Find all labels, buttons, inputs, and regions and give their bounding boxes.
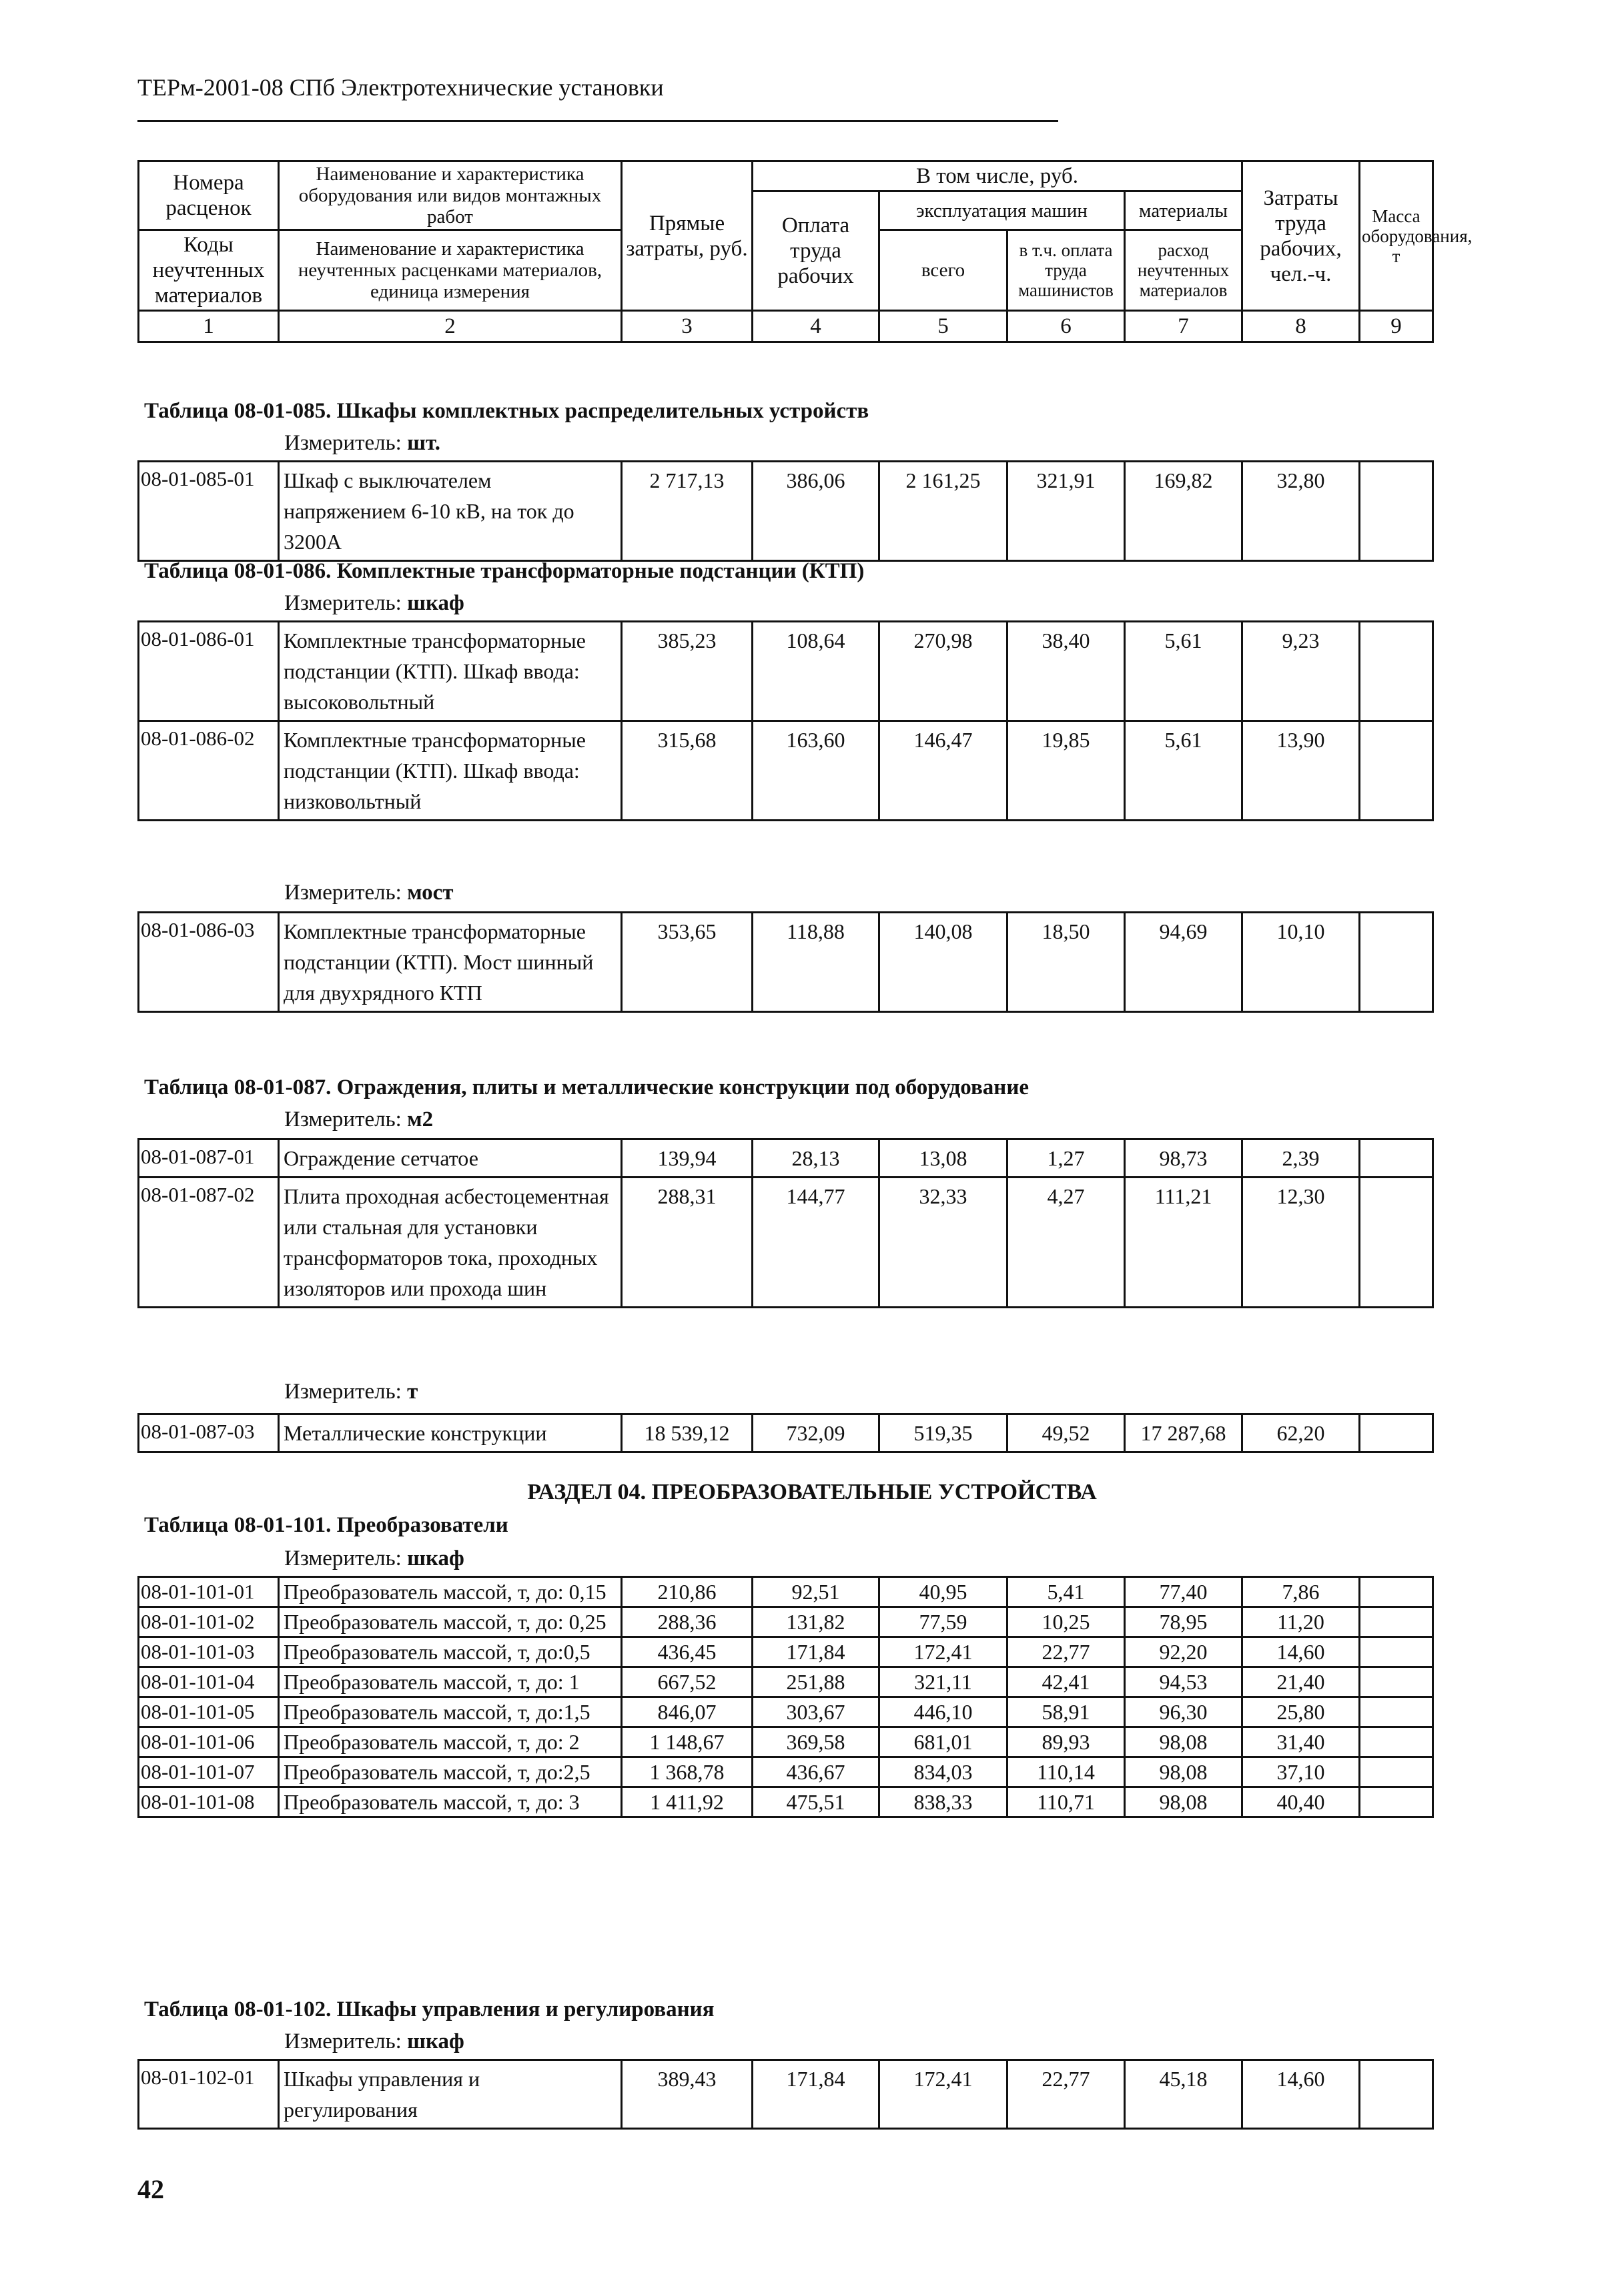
row-name: Шкаф с выключателем напряжением 6-10 кВ, на ток до 3200А [279,462,622,561]
row-material-cost: 5,61 [1125,721,1242,821]
row-mass [1360,1637,1433,1667]
row-code: 08-01-101-06 [139,1727,279,1757]
row-operator-cost: 10,25 [1007,1607,1125,1637]
row-labor-hours: 25,80 [1242,1697,1360,1727]
unit-line: Измеритель: шт. [284,431,440,455]
unit-line: Измеритель: мост [284,881,454,905]
row-name: Преобразователь массой, т, до:2,5 [279,1757,622,1787]
row-machine-cost: 834,03 [879,1757,1007,1787]
row-material-cost: 98,73 [1125,1139,1242,1178]
table-row [139,2060,1433,2129]
row-mass [1360,1697,1433,1727]
row-labor-hours: 62,20 [1242,1414,1360,1452]
row-mass [1360,1178,1433,1308]
row-labor-cost: 303,67 [753,1697,879,1727]
row-mass [1360,622,1433,721]
row-operator-cost: 42,41 [1007,1667,1125,1697]
row-direct-cost: 1 368,78 [622,1757,753,1787]
group-header: В том числе, руб. [753,161,1242,191]
row-operator-cost: 321,91 [1007,462,1125,561]
row-code: 08-01-102-01 [139,2060,279,2129]
row-material-cost: 98,08 [1125,1757,1242,1787]
row-name: Преобразователь массой, т, до: 0,25 [279,1607,622,1637]
table-row [139,913,1433,1012]
col8: Затраты труда рабочих, чел.-ч. [1242,161,1360,311]
unit-line: Измеритель: м2 [284,1107,434,1131]
row-mass [1360,1727,1433,1757]
row-labor-hours: 13,90 [1242,721,1360,821]
row-mass [1360,1139,1433,1178]
row-machine-cost: 838,33 [879,1787,1007,1817]
row-direct-cost: 315,68 [622,721,753,821]
row-material-cost: 77,40 [1125,1577,1242,1607]
row-mass [1360,2060,1433,2129]
row-labor-cost: 163,60 [753,721,879,821]
unit-line: Измеритель: шкаф [284,1546,464,1570]
row-direct-cost: 436,45 [622,1637,753,1667]
table-row [139,622,1433,721]
row-machine-cost: 77,59 [879,1607,1007,1637]
column-header [137,160,1473,343]
row-labor-hours: 31,40 [1242,1727,1360,1757]
row-code: 08-01-087-03 [139,1414,279,1452]
col-index: 9 [1360,311,1433,342]
row-code: 08-01-101-03 [139,1637,279,1667]
row-code: 08-01-087-01 [139,1139,279,1178]
row-code: 08-01-101-07 [139,1757,279,1787]
row-material-cost: 17 287,68 [1125,1414,1242,1452]
row-machine-cost: 172,41 [879,1637,1007,1667]
row-mass [1360,913,1433,1012]
row-name: Преобразователь массой, т, до: 2 [279,1727,622,1757]
row-operator-cost: 38,40 [1007,622,1125,721]
row-labor-cost: 144,77 [753,1178,879,1308]
col-index: 7 [1125,311,1242,342]
head-rule [137,120,1058,122]
col-index: 2 [279,311,622,342]
row-machine-cost: 519,35 [879,1414,1007,1452]
col1-top: Номера расценок [139,161,279,230]
row-machine-cost: 140,08 [879,913,1007,1012]
row-machine-cost: 13,08 [879,1139,1007,1178]
row-material-cost: 98,08 [1125,1727,1242,1757]
row-machine-cost: 270,98 [879,622,1007,721]
table-row [139,1178,1433,1308]
row-machine-cost: 32,33 [879,1178,1007,1308]
row-labor-hours: 32,80 [1242,462,1360,561]
row-material-cost: 94,69 [1125,913,1242,1012]
table-row [139,1139,1433,1178]
row-name: Шкафы управления и регулирования [279,2060,622,2129]
row-direct-cost: 389,43 [622,2060,753,2129]
row-name: Ограждение сетчатое [279,1139,622,1178]
unit-line: Измеритель: шкаф [284,2029,464,2053]
unit-line: Измеритель: т [284,1380,418,1404]
row-code: 08-01-101-01 [139,1577,279,1607]
col-index: 8 [1242,311,1360,342]
row-labor-cost: 28,13 [753,1139,879,1178]
row-direct-cost: 288,36 [622,1607,753,1637]
table-row [139,721,1433,821]
table-row [139,462,1433,561]
col-index: 5 [879,311,1007,342]
row-machine-cost: 40,95 [879,1577,1007,1607]
row-direct-cost: 1 411,92 [622,1787,753,1817]
table-row [139,1727,1433,1757]
row-labor-hours: 14,60 [1242,1637,1360,1667]
row-labor-hours: 10,10 [1242,913,1360,1012]
row-direct-cost: 667,52 [622,1667,753,1697]
table-row [139,1667,1433,1697]
table-row [139,1757,1433,1787]
row-labor-hours: 40,40 [1242,1787,1360,1817]
data-table [137,2059,1434,2130]
row-machine-cost: 681,01 [879,1727,1007,1757]
row-operator-cost: 49,52 [1007,1414,1125,1452]
table-row [139,1697,1433,1727]
row-material-cost: 45,18 [1125,2060,1242,2129]
row-name: Комплектные трансформаторные подстанции (КТП). Мост шинный для двухрядного КТП [279,913,622,1012]
row-name: Преобразователь массой, т, до: 0,15 [279,1577,622,1607]
row-labor-hours: 2,39 [1242,1139,1360,1178]
row-direct-cost: 353,65 [622,913,753,1012]
row-labor-cost: 131,82 [753,1607,879,1637]
row-labor-hours: 7,86 [1242,1577,1360,1607]
row-material-cost: 94,53 [1125,1667,1242,1697]
row-mass [1360,1577,1433,1607]
row-labor-hours: 9,23 [1242,622,1360,721]
row-name: Преобразователь массой, т, до:0,5 [279,1637,622,1667]
row-material-cost: 98,08 [1125,1787,1242,1817]
data-table [137,620,1434,821]
data-table [137,1576,1434,1818]
table-title: Таблица 08-01-086. Комплектные трансформаторные подстанции (КТП) [144,559,865,583]
row-code: 08-01-086-01 [139,622,279,721]
row-material-cost: 78,95 [1125,1607,1242,1637]
row-operator-cost: 22,77 [1007,2060,1125,2129]
row-machine-cost: 2 161,25 [879,462,1007,561]
row-mass [1360,1667,1433,1697]
row-machine-cost: 446,10 [879,1697,1007,1727]
row-name: Металлические конструкции [279,1414,622,1452]
col6: в т.ч. оплата труда машинистов [1007,230,1125,311]
row-operator-cost: 89,93 [1007,1727,1125,1757]
row-labor-cost: 118,88 [753,913,879,1012]
row-operator-cost: 22,77 [1007,1637,1125,1667]
row-machine-cost: 321,11 [879,1667,1007,1697]
row-labor-cost: 251,88 [753,1667,879,1697]
table-row [139,1414,1433,1452]
row-operator-cost: 1,27 [1007,1139,1125,1178]
data-table [137,911,1434,1013]
row-material-cost: 5,61 [1125,622,1242,721]
row-name: Преобразователь массой, т, до:1,5 [279,1697,622,1727]
page-number: 42 [137,2174,164,2204]
materials-header: материалы [1125,191,1242,230]
row-material-cost: 92,20 [1125,1637,1242,1667]
col2-top: Наименование и характеристика оборудования или видов монтажных работ [279,161,622,230]
row-labor-cost: 108,64 [753,622,879,721]
row-labor-cost: 171,84 [753,2060,879,2129]
row-mass [1360,1414,1433,1452]
row-labor-cost: 732,09 [753,1414,879,1452]
col5: всего [879,230,1007,311]
col9: Масса оборудования, т [1360,161,1433,311]
col4: Оплата труда рабочих [753,191,879,311]
row-operator-cost: 110,71 [1007,1787,1125,1817]
row-code: 08-01-085-01 [139,462,279,561]
row-labor-hours: 21,40 [1242,1667,1360,1697]
row-operator-cost: 110,14 [1007,1757,1125,1787]
table-title: Таблица 08-01-102. Шкафы управления и регулирования [144,1997,715,2021]
row-direct-cost: 2 717,13 [622,462,753,561]
row-operator-cost: 5,41 [1007,1577,1125,1607]
row-code: 08-01-101-05 [139,1697,279,1727]
row-labor-hours: 37,10 [1242,1757,1360,1787]
running-head: ТЕРм-2001-08 СПб Электротехнические установки [137,74,664,101]
row-name: Преобразователь массой, т, до: 1 [279,1667,622,1697]
row-material-cost: 169,82 [1125,462,1242,561]
data-table [137,1138,1434,1308]
row-operator-cost: 4,27 [1007,1178,1125,1308]
row-direct-cost: 288,31 [622,1178,753,1308]
row-code: 08-01-086-03 [139,913,279,1012]
row-operator-cost: 19,85 [1007,721,1125,821]
row-direct-cost: 846,07 [622,1697,753,1727]
row-code: 08-01-101-02 [139,1607,279,1637]
row-machine-cost: 172,41 [879,2060,1007,2129]
row-labor-hours: 14,60 [1242,2060,1360,2129]
row-labor-cost: 386,06 [753,462,879,561]
machines-header: эксплуатация машин [879,191,1125,230]
col-index: 3 [622,311,753,342]
row-material-cost: 96,30 [1125,1697,1242,1727]
table-row [139,1637,1433,1667]
row-labor-cost: 171,84 [753,1637,879,1667]
row-labor-hours: 11,20 [1242,1607,1360,1637]
table-row [139,1787,1433,1817]
row-labor-cost: 369,58 [753,1727,879,1757]
row-name: Преобразователь массой, т, до: 3 [279,1787,622,1817]
row-name: Плита проходная асбестоцементная или стальная для установки трансформаторов тока, проходных изоляторов или прохода шин [279,1178,622,1308]
data-table [137,1413,1434,1453]
col-index: 4 [753,311,879,342]
row-direct-cost: 1 148,67 [622,1727,753,1757]
row-mass [1360,721,1433,821]
col-index: 6 [1007,311,1125,342]
row-direct-cost: 210,86 [622,1577,753,1607]
table-title: Таблица 08-01-087. Ограждения, плиты и металлические конструкции под оборудование [144,1075,1029,1099]
table-title: Таблица 08-01-101. Преобразователи [144,1513,508,1537]
row-name: Комплектные трансформаторные подстанции (КТП). Шкаф ввода: низковольтный [279,721,622,821]
table-row [139,1607,1433,1637]
row-direct-cost: 385,23 [622,622,753,721]
col1-bottom: Коды неучтенных материалов [139,230,279,311]
table-title: Таблица 08-01-085. Шкафы комплектных распределительных устройств [144,399,869,423]
row-mass [1360,462,1433,561]
row-direct-cost: 18 539,12 [622,1414,753,1452]
row-code: 08-01-101-04 [139,1667,279,1697]
row-labor-cost: 92,51 [753,1577,879,1607]
row-operator-cost: 58,91 [1007,1697,1125,1727]
col2-bottom: Наименование и характеристика неучтенных расценками материалов, единица измерения [279,230,622,311]
row-labor-cost: 475,51 [753,1787,879,1817]
row-material-cost: 111,21 [1125,1178,1242,1308]
section-title: РАЗДЕЛ 04. ПРЕОБРАЗОВАТЕЛЬНЫЕ УСТРОЙСТВА [527,1480,1097,1504]
table-row [139,1577,1433,1607]
row-mass [1360,1757,1433,1787]
col-index: 1 [139,311,279,342]
data-table [137,460,1434,562]
row-code: 08-01-086-02 [139,721,279,821]
row-code: 08-01-087-02 [139,1178,279,1308]
row-mass [1360,1787,1433,1817]
row-machine-cost: 146,47 [879,721,1007,821]
row-labor-hours: 12,30 [1242,1178,1360,1308]
row-mass [1360,1607,1433,1637]
col7: расход неучтенных материалов [1125,230,1242,311]
row-direct-cost: 139,94 [622,1139,753,1178]
row-code: 08-01-101-08 [139,1787,279,1817]
col3: Прямые затраты, руб. [622,161,753,311]
unit-line: Измеритель: шкаф [284,591,464,615]
row-operator-cost: 18,50 [1007,913,1125,1012]
row-name: Комплектные трансформаторные подстанции (КТП). Шкаф ввода: высоковольтный [279,622,622,721]
row-labor-cost: 436,67 [753,1757,879,1787]
